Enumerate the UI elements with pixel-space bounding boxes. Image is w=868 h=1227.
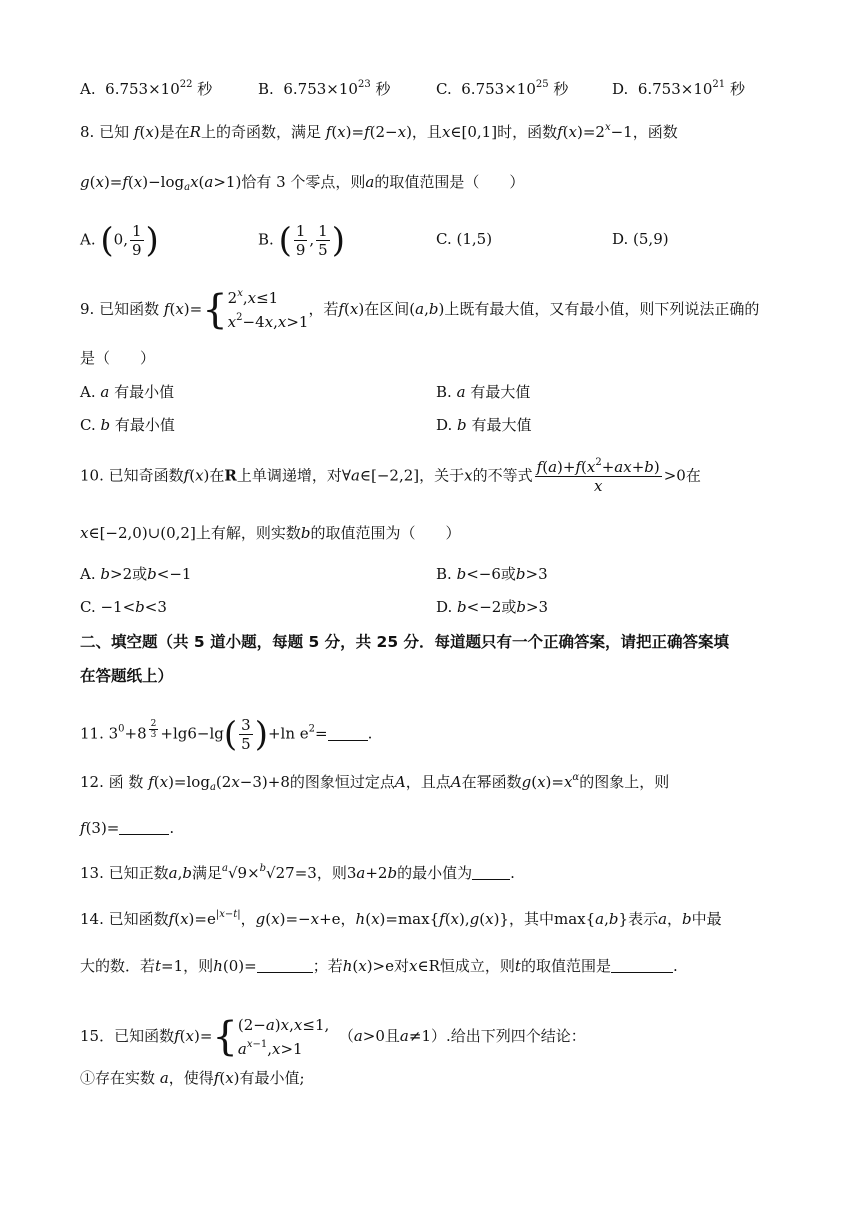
q14-text: 的取值范围是 bbox=[520, 957, 611, 975]
q10-option-c: C. −1<b<3 bbox=[80, 598, 167, 616]
option-label: A. bbox=[80, 230, 96, 249]
q13-text: ，则 bbox=[316, 864, 347, 882]
q14-text: 对 bbox=[394, 957, 410, 975]
q15-stem: 15．已知函数f(x)={ (2−a)x,x≤1, $a^{x-1},x>1$ （a>0且a≠1）.给出下列四个结论： bbox=[80, 1014, 586, 1060]
q9-stem-line2 bbox=[80, 347, 790, 369]
question-number: 10. bbox=[80, 466, 109, 485]
q10-text: 在 bbox=[685, 466, 701, 485]
q15-text: ）.给出下列四个结论： bbox=[431, 1027, 586, 1045]
q9-option-d: D. b 有最大值 bbox=[436, 416, 532, 434]
q7-option-a bbox=[80, 78, 212, 100]
q7-option-d bbox=[612, 78, 745, 100]
q10-text: 上单调递增，对 bbox=[236, 466, 342, 485]
q10-stem-line2: x∈[−2,0)∪(0,2]上有解，则实数b的取值范围为（ ） bbox=[80, 524, 461, 542]
section-heading-line1: 二、填空题（共 5 道小题，每题 5 分，共 25 分．每道题只有一个正确答案，请把正确答案填 bbox=[80, 633, 730, 651]
q10-option-a: A. b>2或b<−1 bbox=[80, 565, 192, 583]
q8-text: ，且 bbox=[411, 123, 442, 141]
q12-text: 函 数 bbox=[108, 773, 144, 791]
q14-text: ；若 bbox=[312, 957, 343, 975]
q9-option-a: A. a 有最小值 bbox=[80, 383, 175, 401]
q10-text: 已知奇函数 bbox=[108, 466, 184, 485]
q8-stem-line2: $g(x)=f(x)-\log_ax(a>1)$恰有 3 个零点，则a的取值范围是（ ） bbox=[80, 173, 525, 193]
answer-blank[interactable] bbox=[472, 865, 510, 880]
answer-blank[interactable] bbox=[611, 958, 673, 973]
option-label: A. bbox=[80, 565, 96, 583]
q10-text: 的取值范围为（ ） bbox=[310, 524, 461, 542]
or-text: 或 bbox=[501, 598, 517, 616]
q10-stem-line1: 10. 已知奇函数f(x)在R上单调递增，对∀a∈[−2,2]，关于x的不等式 $\frac{f(a)+f(x^2+ax+b)}{x}$ >0在 bbox=[80, 457, 701, 495]
q12-text: 的图象上，则 bbox=[579, 773, 670, 791]
option-label: C. bbox=[436, 80, 452, 98]
option-label: C. bbox=[80, 598, 96, 616]
question-number: 15． bbox=[80, 1027, 115, 1045]
q14-text: 恒成立，则 bbox=[439, 957, 515, 975]
q8-option-d: D. (5,9) bbox=[612, 230, 669, 248]
question-number: 9. bbox=[80, 300, 100, 318]
section-heading-line2: 在答题纸上） bbox=[80, 667, 174, 685]
q12-text: ，且点 bbox=[405, 773, 451, 791]
q9-stem-line1: 9. 已知函数 f(x)={ $2^x,x\le 1$ $x^2-4x,x>1$ ，若f(x)在区间(a,b)上既有最大值，又有最小值，则下列说法正确的 bbox=[80, 287, 760, 333]
option-exponent: 21 bbox=[712, 79, 726, 90]
option-exponent: 23 bbox=[357, 79, 371, 90]
q14-end: . bbox=[672, 957, 678, 975]
q15-text: （ bbox=[338, 1027, 354, 1045]
question-number: 11. bbox=[80, 724, 109, 743]
q10-option-d: D. b<−2或b>3 bbox=[436, 598, 549, 616]
q8-text: ，函数 bbox=[632, 123, 678, 141]
q7-option-c bbox=[436, 78, 568, 100]
option-unit: 秒 bbox=[197, 80, 213, 98]
option-label: B. bbox=[436, 383, 452, 401]
q8-text: 上的奇函数，满足 bbox=[200, 123, 321, 141]
q14-text: ，其中 bbox=[508, 910, 554, 928]
q14-text: 大的数．若 bbox=[80, 957, 156, 975]
q9-option-b: B. a 有最大值 bbox=[436, 383, 531, 401]
q14-text: ，则 bbox=[183, 957, 214, 975]
q13-text: 满足 bbox=[191, 864, 222, 882]
q13-stem: 13. 已知正数a,b满足$^a$√9×$^b$√27=3，则3a+2b的最小值为 . bbox=[80, 863, 515, 882]
q14-text: 已知函数 bbox=[108, 910, 169, 928]
q13-text: 已知正数 bbox=[108, 864, 169, 882]
q15-item1: ①存在实数 a，使得f(x)有最小值; bbox=[80, 1069, 305, 1087]
option-label: B. bbox=[258, 80, 274, 98]
option-label: D. bbox=[436, 416, 453, 434]
q14-text: 表示 bbox=[628, 910, 659, 928]
option-exponent: 22 bbox=[179, 79, 193, 90]
q15-text: 且 bbox=[384, 1027, 400, 1045]
option-text: 有最大值 bbox=[471, 416, 532, 434]
option-unit: 秒 bbox=[375, 80, 391, 98]
option-label: A. bbox=[80, 80, 96, 98]
q8-text: 时，函数 bbox=[497, 123, 558, 141]
q12-text: 的图象恒过定点 bbox=[289, 773, 395, 791]
answer-blank[interactable] bbox=[328, 726, 368, 741]
q10-text: 上有解，则实数 bbox=[195, 524, 301, 542]
option-label: C. bbox=[436, 230, 452, 248]
option-unit: 秒 bbox=[729, 80, 745, 98]
q8-option-c: C. (1,5) bbox=[436, 230, 493, 248]
option-text: 有最小值 bbox=[114, 383, 175, 401]
q9-text: 上既有最大值，又有最小值，则下列说法正确的 bbox=[444, 300, 760, 318]
question-number: 14. bbox=[80, 910, 109, 928]
option-label: B. bbox=[436, 565, 452, 583]
question-number: 8. bbox=[80, 123, 100, 141]
option-text: 有最大值 bbox=[470, 383, 531, 401]
option-label: C. bbox=[80, 416, 96, 434]
q7-option-b bbox=[258, 78, 390, 100]
q8-text: 已知 bbox=[99, 123, 130, 141]
q10-text: 在 bbox=[209, 466, 225, 485]
q14-stem-line1: 14. 已知函数$f(x)=e^{|x-t|}$，g(x)=−x+e，h(x)=max{f(x),g(x)}，其中max{a,b}表示a，b中最 bbox=[80, 909, 722, 928]
option-text: 有最小值 bbox=[114, 416, 175, 434]
q13-text: 的最小值为 bbox=[397, 864, 473, 882]
answer-blank[interactable] bbox=[257, 958, 313, 973]
question-number: 13. bbox=[80, 864, 109, 882]
q15-text: ，使得 bbox=[168, 1069, 214, 1087]
q15-text: 已知函数 bbox=[114, 1027, 175, 1045]
item-marker: ① bbox=[80, 1069, 96, 1087]
q15-text: 有最小值; bbox=[239, 1069, 305, 1087]
option-exponent: 25 bbox=[535, 79, 549, 90]
option-label: D. bbox=[436, 598, 453, 616]
q12-stem-line2: f(3)= . bbox=[80, 819, 175, 837]
option-base: 6.753×10 bbox=[637, 80, 713, 98]
q9-text: ，若 bbox=[308, 300, 339, 318]
option-unit: 秒 bbox=[553, 80, 569, 98]
q13-end: . bbox=[510, 864, 515, 882]
or-text: 或 bbox=[500, 565, 516, 583]
option-label: D. bbox=[612, 80, 629, 98]
q8-text: 是在 bbox=[159, 123, 190, 141]
q10-text: 的不等式 bbox=[472, 466, 533, 485]
q11-end: . bbox=[367, 724, 373, 743]
q8-text: 恰有 3 个零点，则 bbox=[241, 173, 366, 191]
option-label: B. bbox=[258, 230, 274, 249]
q14-text: 中最 bbox=[691, 910, 722, 928]
q8-option-b: B. ( $\frac{1}{9}$ , $\frac{1}{5}$ ) bbox=[258, 220, 345, 261]
q12-end: . bbox=[169, 819, 175, 837]
q9-text: 是（ ） bbox=[80, 349, 156, 367]
q10-option-b: B. b<−6或b>3 bbox=[436, 565, 548, 583]
q12-stem-line1: 12. 函 数 $f(x)=\log_a(2x-3)+8$的图象恒过定点A，且点A在幂函数$g(x)=x^\alpha$的图象上，则 bbox=[80, 772, 670, 793]
q8-stem-line1: 8. 已知 f(x)是在R上的奇函数，满足 f(x)=f(2−x)，且x∈[0,1]时，函数$f(x)=2^x-1$，函数 bbox=[80, 122, 678, 141]
q10-text: ，关于 bbox=[419, 466, 465, 485]
q8-option-a: A. (0, $\frac{1}{9}$ ) bbox=[80, 220, 159, 261]
answer-blank[interactable] bbox=[119, 820, 169, 835]
option-base: 6.753×10 bbox=[105, 80, 180, 98]
q9-option-c: C. b 有最小值 bbox=[80, 416, 175, 434]
q9-text: 已知函数 bbox=[99, 300, 160, 318]
or-text: 或 bbox=[132, 565, 148, 583]
option-base: 6.753×10 bbox=[283, 80, 358, 98]
q8-text: 的取值范围是（ ） bbox=[374, 173, 525, 191]
option-label: A. bbox=[80, 383, 96, 401]
question-number: 12. bbox=[80, 773, 109, 791]
q9-text: 在区间 bbox=[364, 300, 410, 318]
q15-text: 存在实数 bbox=[95, 1069, 156, 1087]
q11-stem: 11. $3^0+8$ $^{\frac{2}{3}}$ +lg6−lg( $\frac{3}{5}$ )+ln $e^2=$ . bbox=[80, 714, 373, 755]
option-base: 6.753×10 bbox=[461, 80, 536, 98]
q12-text: 在幂函数 bbox=[461, 773, 522, 791]
option-label: D. bbox=[612, 230, 629, 248]
q14-stem-line2: 大的数．若t=1，则h(0)= ；若h(x)>e对x∈R恒成立，则t的取值范围是 . bbox=[80, 957, 678, 975]
